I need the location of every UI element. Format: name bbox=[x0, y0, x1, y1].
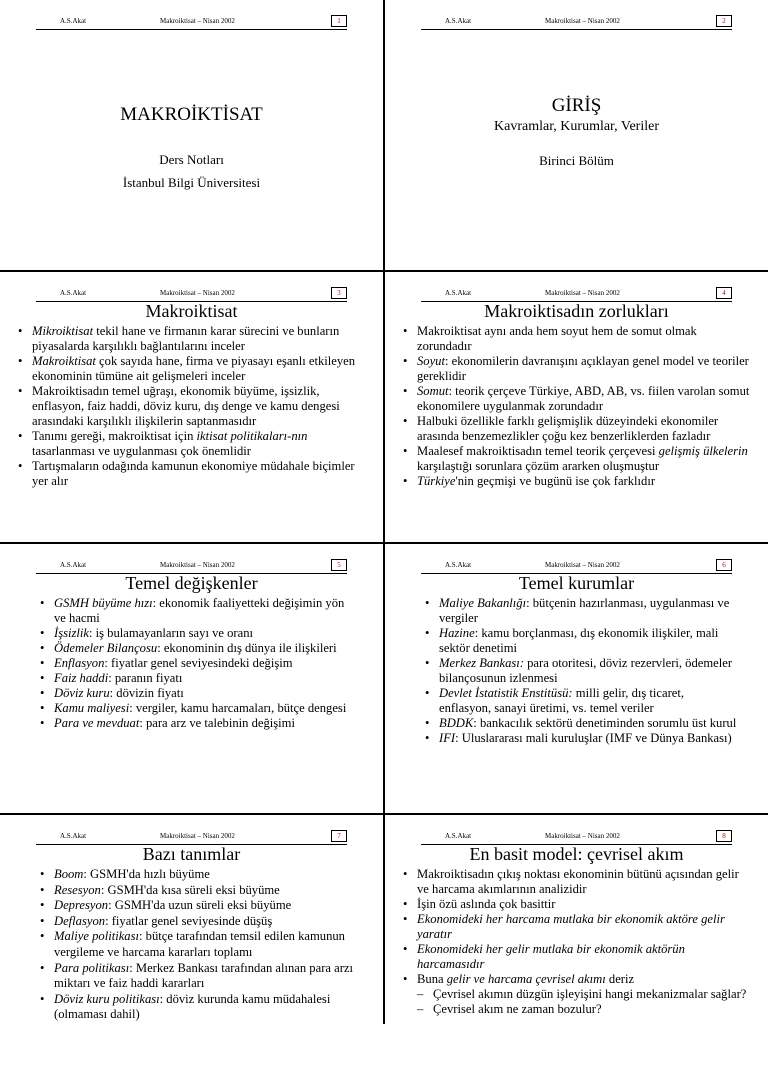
author-label: A.S.Akat bbox=[445, 832, 472, 840]
bullet-term: Somut bbox=[417, 384, 449, 398]
bullet-term: Hazine bbox=[439, 626, 475, 640]
author-label: A.S.Akat bbox=[445, 289, 472, 297]
bullet-text: : GSMH'da hızlı büyüme bbox=[83, 867, 210, 881]
bullet-item bbox=[403, 867, 750, 897]
bullet-item bbox=[18, 459, 365, 489]
bullet-text: Buna bbox=[417, 972, 447, 986]
bullet-item bbox=[40, 596, 353, 626]
bullet-term: Ödemeler Bilançosu bbox=[54, 641, 158, 655]
slide-title: Temel kurumlar bbox=[518, 573, 635, 593]
bullet-text: Makroiktisadın temel uğraşı, ekonomik büyüme, işsizlik, enflasyon, faiz haddi, döviz kuru, dış denge ve kamu dengesi arasındaki karşılıklı ilişkilerin saptanmasıdır bbox=[32, 384, 340, 428]
bullet-text: : bütçenin hazırlanması, uygulanması ve vergiler bbox=[439, 596, 730, 625]
bullet-term: Para ve mevduat bbox=[54, 716, 140, 730]
slide-subtitle: Kavramlar, Kurumlar, Veriler bbox=[494, 119, 659, 134]
bullet-text: Makroiktisat aynı anda hem soyut hem de somut olmak zorundadır bbox=[417, 324, 697, 353]
bullet-term: Döviz kuru bbox=[54, 686, 110, 700]
bullet-term: gelir ve harcama çevrisel akımı bbox=[446, 972, 606, 986]
bullet-term: Merkez Bankası: bbox=[439, 656, 524, 670]
bullet-text: çok sayıda hane, firma ve piyasayı eşanlı etkileyen ekonominin tümüne ait gelişmeleri inceler bbox=[32, 354, 356, 383]
slide-title: Makroiktisadın zorlukları bbox=[484, 301, 669, 321]
bullet-item bbox=[425, 716, 738, 731]
slide-line: Ders Notları bbox=[159, 152, 224, 167]
course-label: Makroiktisat – Nisan 2002 bbox=[160, 289, 235, 297]
bullet-term: Ekonomideki her harcama mutlaka bir ekonomik aktöre gelir yaratır bbox=[417, 912, 725, 941]
bullet-text: para otoritesi, döviz rezervleri, ödemeler bilançosunun izlenmesi bbox=[439, 656, 733, 685]
bullet-text: : kamu borçlanması, dış ekonomik ilişkiler, mali sektör denetimi bbox=[439, 626, 719, 655]
bullet-text: : ekonomik faaliyetteki değişimin yön ve hacmi bbox=[54, 596, 345, 625]
bullet-term: Kamu maliyesi bbox=[54, 701, 130, 715]
bullet-term: Resesyon bbox=[54, 882, 101, 897]
bullet-item bbox=[18, 384, 365, 429]
bullet-text: : ekonominin dış dünya ile ilişkileri bbox=[157, 641, 337, 655]
bullet-list bbox=[403, 867, 750, 1017]
bullet-text: : fiyatlar genel seviyesindeki değişim bbox=[104, 656, 293, 670]
bullet-text: Tanımı gereği, makroiktisat için bbox=[32, 429, 197, 443]
bullet-term: Mikroiktisat bbox=[32, 324, 94, 338]
sub-bullet-item: – Çevrisel akım ne zaman bozulur? bbox=[417, 1002, 750, 1017]
slide-title: Temel değişkenler bbox=[125, 573, 258, 593]
bullet-text: tasarlanması ve uygulanması çok önemlidir bbox=[32, 444, 251, 458]
bullet-term: BDDK bbox=[439, 716, 474, 730]
bullet-item bbox=[403, 972, 750, 987]
author-label: A.S.Akat bbox=[60, 561, 87, 569]
bullet-text: : para arz ve talebinin değişimi bbox=[139, 716, 295, 730]
bullet-item bbox=[425, 596, 738, 626]
bullet-item bbox=[40, 686, 353, 701]
course-label: Makroiktisat – Nisan 2002 bbox=[545, 561, 620, 569]
bullet-text: : Merkez Bankası tarafından alınan para arzı miktarı ve faiz haddi kararları bbox=[54, 960, 353, 991]
bullet-term: Döviz kuru politikası bbox=[54, 991, 160, 1006]
bullet-term: Faiz haddi bbox=[54, 671, 109, 685]
slide-header bbox=[421, 17, 732, 30]
page-number: 8 bbox=[716, 830, 732, 842]
slide-5 bbox=[0, 544, 383, 814]
slide-title: GİRİŞ bbox=[551, 95, 602, 116]
slide-title: En basit model: çevrisel akım bbox=[469, 844, 684, 864]
slide-title: Makroiktisat bbox=[145, 301, 238, 321]
bullet-item bbox=[40, 671, 353, 686]
bullet-list bbox=[40, 596, 353, 731]
bullet-text: : Uluslararası mali kuruluşlar (IMF ve Dünya Bankası) bbox=[455, 731, 732, 745]
bullet-text: : fiyatlar genel seviyesinde düşüş bbox=[105, 913, 273, 928]
bullet-text: : bütçe tarafından temsil edilen kamunun vergileme ve harcama kararları toplamı bbox=[54, 929, 345, 959]
bullet-item bbox=[425, 731, 738, 746]
bullet-term: Devlet İstatistik Enstitüsü: bbox=[439, 686, 573, 700]
bullet-item bbox=[403, 474, 750, 489]
page-number: 2 bbox=[716, 15, 732, 27]
slide-2 bbox=[385, 0, 768, 270]
bullet-term: Deflasyon bbox=[54, 913, 106, 928]
bullet-text: tekil hane ve firmanın karar sürecini ve bunların piyasalarda karşılıklı bağlantılarını inceler bbox=[32, 324, 340, 353]
slide-6 bbox=[385, 544, 768, 814]
bullet-text: : ekonomilerin davranışını açıklayan genel model ve teoriler gereklidir bbox=[417, 354, 749, 383]
bullet-term: IFI bbox=[439, 731, 456, 745]
bullet-term: Maliye Bakanlığı bbox=[439, 596, 527, 610]
page-number: 4 bbox=[716, 287, 732, 299]
bullet-item bbox=[40, 626, 353, 641]
bullet-term: İşsizlik bbox=[54, 626, 89, 640]
bullet-text: : paranın fiyatı bbox=[108, 671, 183, 685]
bullet-term: GSMH büyüme hızı bbox=[54, 596, 153, 610]
bullet-term: iktisat politikaları-nın bbox=[196, 429, 308, 443]
bullet-text: : GSMH'da kısa süreli eksi büyüme bbox=[100, 882, 280, 897]
page-number: 5 bbox=[331, 559, 347, 571]
author-label: A.S.Akat bbox=[60, 17, 87, 25]
bullet-text: : vergiler, kamu harcamaları, bütçe dengesi bbox=[129, 701, 347, 715]
bullet-list bbox=[425, 596, 738, 746]
bullet-item bbox=[403, 897, 750, 912]
bullet-term: Ekonomideki her gelir mutlaka bir ekonomik aktörün harcamasıdır bbox=[417, 942, 685, 971]
bullet-item bbox=[40, 929, 353, 960]
page-number: 7 bbox=[331, 830, 347, 842]
slide-title: MAKROİKTİSAT bbox=[120, 104, 263, 125]
bullet-item bbox=[40, 701, 353, 716]
course-label: Makroiktisat – Nisan 2002 bbox=[160, 561, 235, 569]
bullet-term: Türkiye bbox=[417, 474, 456, 488]
bullet-text: 'nin geçmişi ve bugünü ise çok farklıdır bbox=[455, 474, 656, 488]
bullet-item bbox=[18, 354, 365, 384]
bullet-list bbox=[18, 324, 365, 489]
bullet-text: karşılaştığı sorunlara çözüm ararken oluşmuştur bbox=[417, 459, 660, 473]
course-label: Makroiktisat – Nisan 2002 bbox=[545, 832, 620, 840]
bullet-item bbox=[403, 942, 750, 972]
bullet-item bbox=[40, 961, 353, 992]
slide-3 bbox=[0, 272, 383, 542]
bullet-text: İşin özü aslında çok basittir bbox=[417, 897, 556, 911]
bullet-text: : dövizin fiyatı bbox=[109, 686, 184, 700]
bullet-item bbox=[40, 992, 353, 1023]
bullet-item bbox=[40, 883, 353, 899]
course-label: Makroiktisat – Nisan 2002 bbox=[160, 17, 235, 25]
bullet-item bbox=[403, 324, 750, 354]
course-label: Makroiktisat – Nisan 2002 bbox=[545, 17, 620, 25]
bullet-text: : teorik çerçeve Türkiye, ABD, AB, vs. fiilen varolan somut ekonomilere uygulanmak zorundadır bbox=[417, 384, 750, 413]
slide-1 bbox=[0, 0, 383, 270]
bullet-item bbox=[40, 914, 353, 930]
bullet-text: Halbuki özellikle farklı gelişmişlik düzeyindeki ekonomiler arasında benzemezlikler çoğu kez benzerliklerden fazladır bbox=[417, 414, 719, 443]
slide-line: İstanbul Bilgi Üniversitesi bbox=[122, 175, 261, 190]
bullet-item bbox=[403, 414, 750, 444]
course-label: Makroiktisat – Nisan 2002 bbox=[160, 832, 235, 840]
bullet-text: : bankacılık sektörü denetiminden sorumlu üst kurul bbox=[473, 716, 737, 730]
bullet-text: Makroiktisadın çıkış noktası ekonominin bütünü açısından gelir ve harcama akımlarının analizidir bbox=[417, 867, 739, 896]
bullet-item bbox=[18, 324, 365, 354]
bullet-item bbox=[40, 716, 353, 731]
slide-line: Birinci Bölüm bbox=[539, 153, 614, 168]
bullet-item bbox=[425, 626, 738, 656]
bullet-term: Boom bbox=[54, 867, 84, 881]
bullet-text: : iş bulamayanların sayı ve oranı bbox=[88, 626, 254, 640]
page-number: 3 bbox=[331, 287, 347, 299]
slide-title: Bazı tanımlar bbox=[142, 844, 241, 864]
slide-header bbox=[36, 17, 347, 30]
bullet-list bbox=[40, 867, 353, 1023]
author-label: A.S.Akat bbox=[445, 17, 472, 25]
bullet-item bbox=[403, 384, 750, 414]
bullet-text: : GSMH'da uzun süreli eksi büyüme bbox=[108, 898, 292, 913]
bullet-item bbox=[403, 912, 750, 942]
slide-7 bbox=[0, 815, 383, 1085]
bullet-item bbox=[18, 429, 365, 459]
bullet-item bbox=[425, 656, 738, 686]
page-number: 1 bbox=[331, 15, 347, 27]
bullet-item bbox=[40, 656, 353, 671]
slide-8 bbox=[385, 815, 768, 1085]
author-label: A.S.Akat bbox=[60, 289, 87, 297]
bullet-item bbox=[403, 444, 750, 474]
author-label: A.S.Akat bbox=[60, 832, 87, 840]
bullet-term: Para politikası bbox=[54, 960, 130, 975]
bullet-term: Makroiktisat bbox=[32, 354, 96, 368]
slide-4 bbox=[385, 272, 768, 542]
bullet-list bbox=[403, 324, 750, 489]
bullet-term: Maliye politikası bbox=[54, 929, 139, 944]
course-label: Makroiktisat – Nisan 2002 bbox=[545, 289, 620, 297]
bullet-term: Soyut bbox=[417, 354, 445, 368]
bullet-term: gelişmiş ülkelerin bbox=[658, 444, 748, 458]
bullet-text: deriz bbox=[605, 972, 635, 986]
bullet-term: Depresyon bbox=[54, 898, 109, 913]
sub-bullet-item: – Çevrisel akımın düzgün işleyişini hangi mekanizmalar sağlar? bbox=[417, 987, 750, 1002]
bullet-text: Maalesef makroiktisadın temel teorik çerçevesi bbox=[417, 444, 659, 458]
page-number: 6 bbox=[716, 559, 732, 571]
bullet-text: Tartışmaların odağında kamunun ekonomiye müdahale biçimler yer alır bbox=[32, 459, 355, 488]
bullet-item bbox=[40, 898, 353, 914]
bullet-item bbox=[425, 686, 738, 716]
bullet-term: Enflasyon bbox=[54, 656, 105, 670]
bullet-text: : döviz kurunda kamu müdahalesi (olmaması dahil) bbox=[54, 991, 331, 1022]
author-label: A.S.Akat bbox=[445, 561, 472, 569]
bullet-item bbox=[403, 354, 750, 384]
bullet-text: milli gelir, dış ticaret, enflasyon, sanayi üretimi, vs. temel veriler bbox=[439, 686, 685, 715]
bullet-item bbox=[40, 641, 353, 656]
bullet-item bbox=[40, 867, 353, 883]
